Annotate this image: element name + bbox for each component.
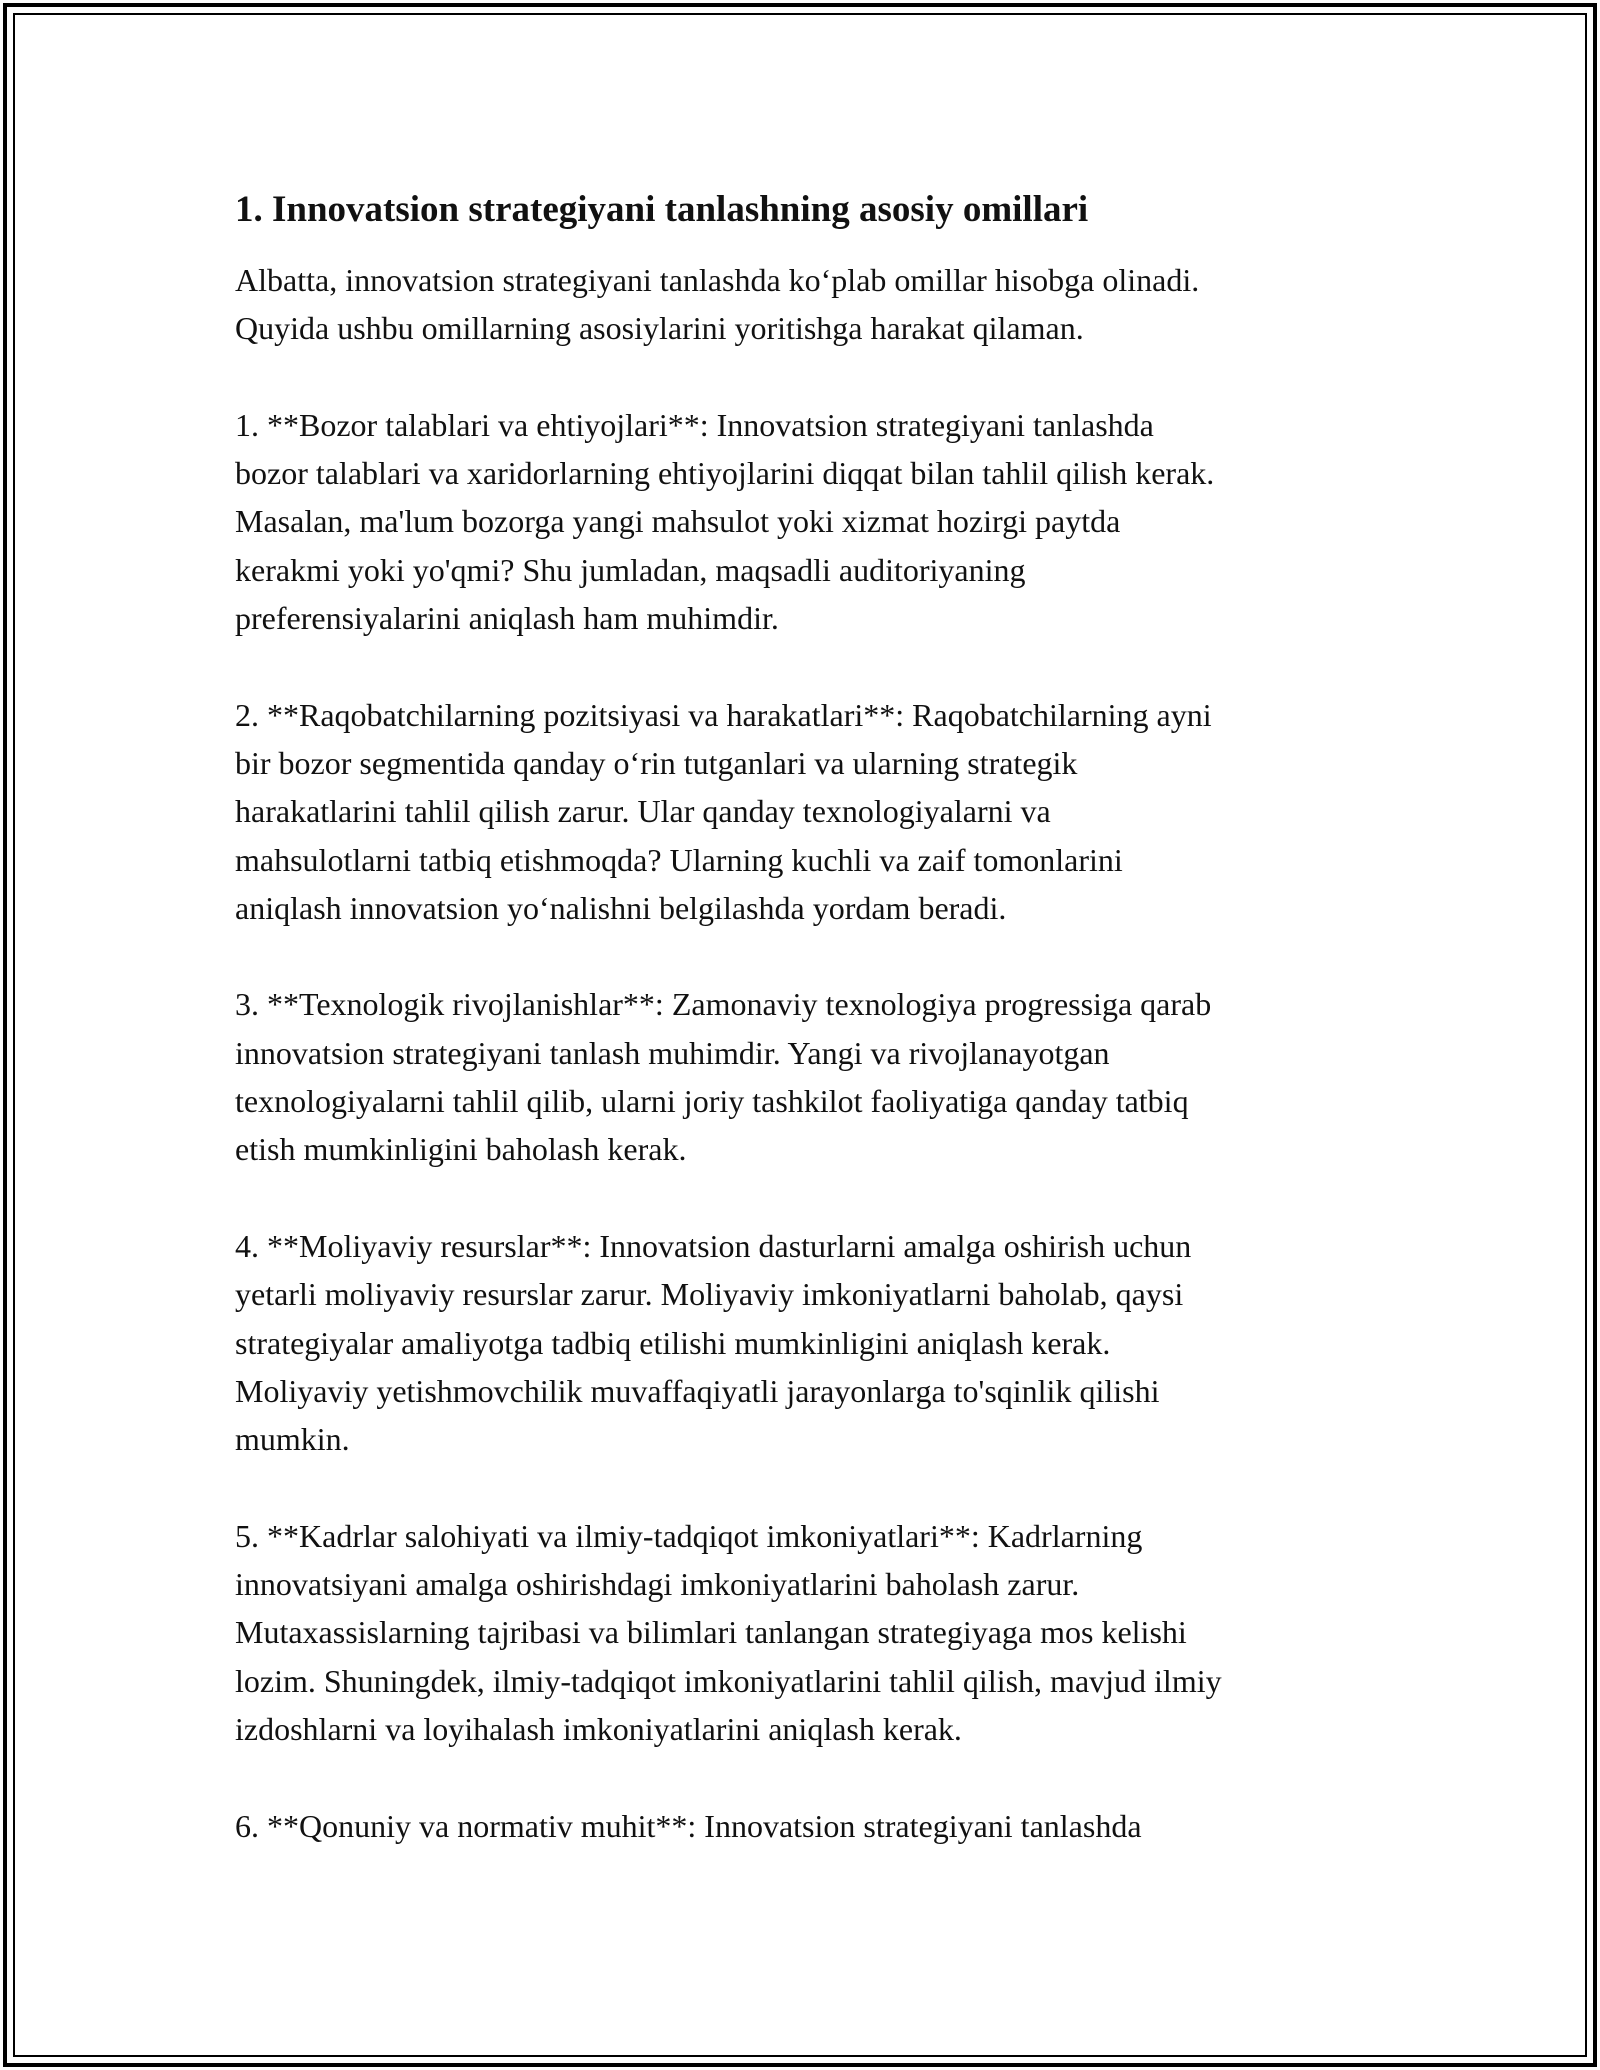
text-line: Mutaxassislarning tajribasi va bilimlari tanlangan strategiyaga mos kelishi <box>235 1614 1187 1651</box>
text-line: aniqlash innovatsion yo‘nalishni belgilashda yordam beradi. <box>235 889 1007 926</box>
text-line: Quyida ushbu omillarning asosiylarini yoritishga harakat qilaman. <box>235 310 1084 347</box>
intro-paragraph <box>235 256 1385 353</box>
text-line: Moliyaviy yetishmovchilik muvaffaqiyatli jarayonlarga to'sqinlik qilishi <box>235 1372 1160 1409</box>
text-line: 1. **Bozor talablari va ehtiyojlari**: Innovatsion strategiyani tanlashda <box>235 406 1154 443</box>
factor-paragraph-6 <box>235 1802 1385 1850</box>
text-line: mahsulotlarni tatbiq etishmoqda? Ularning kuchli va zaif tomonlarini <box>235 841 1123 878</box>
text-line: 3. **Texnologik rivojlanishlar**: Zamonaviy texnologiya progressiga qarab <box>235 986 1212 1023</box>
text-line: 2. **Raqobatchilarning pozitsiyasi va harakatlari**: Raqobatchilarning ayni <box>235 696 1212 733</box>
text-line: bozor talablari va xaridorlarning ehtiyojlarini diqqat bilan tahlil qilish kerak. <box>235 455 1215 492</box>
text-line: bir bozor segmentida qanday o‘rin tutganlari va ularning strategik <box>235 744 1078 781</box>
text-line: strategiyalar amaliyotga tadbiq etilishi mumkinligini aniqlash kerak. <box>235 1324 1111 1361</box>
text-line: 5. **Kadrlar salohiyati va ilmiy-tadqiqot imkoniyatlari**: Kadrlarning <box>235 1517 1143 1554</box>
text-line: izdoshlarni va loyihalash imkoniyatlarini aniqlash kerak. <box>235 1710 962 1747</box>
text-line: preferensiyalarini aniqlash ham muhimdir. <box>235 600 779 637</box>
text-line: 6. **Qonuniy va normativ muhit**: Innovatsion strategiyani tanlashda <box>235 1807 1142 1844</box>
text-line: etish mumkinligini baholash kerak. <box>235 1131 687 1168</box>
text-line: lozim. Shuningdek, ilmiy-tadqiqot imkoniyatlarini tahlil qilish, mavjud ilmiy <box>235 1662 1222 1699</box>
factor-paragraph-4 <box>235 1222 1385 1463</box>
text-line: Albatta, innovatsion strategiyani tanlashda ko‘plab omillar hisobga olinadi. <box>235 262 1200 298</box>
text-line: innovatsiyani amalga oshirishdagi imkoniyatlarini baholash zarur. <box>235 1566 1080 1603</box>
factor-paragraph-2 <box>235 691 1385 932</box>
text-line: mumkin. <box>235 1421 350 1458</box>
document-body <box>235 186 1385 1850</box>
text-line: innovatsion strategiyani tanlash muhimdir. Yangi va rivojlanayotgan <box>235 1034 1110 1071</box>
factor-paragraph-1 <box>235 401 1385 642</box>
text-line: harakatlarini tahlil qilish zarur. Ular qanday texnologiyalarni va <box>235 793 1051 830</box>
text-line: 4. **Moliyaviy resurslar**: Innovatsion dasturlarni amalga oshirish uchun <box>235 1227 1192 1264</box>
section-heading: 1. Innovatsion strategiyani tanlashning asosiy omillari <box>235 189 1089 230</box>
text-line: yetarli moliyaviy resurslar zarur. Moliyaviy imkoniyatlarni baholab, qaysi <box>235 1276 1184 1313</box>
factor-paragraph-3 <box>235 980 1385 1173</box>
text-line: Masalan, ma'lum bozorga yangi mahsulot yoki xizmat hozirgi paytda <box>235 503 1121 540</box>
text-line: texnologiyalarni tahlil qilib, ularni joriy tashkilot faoliyatiga qanday tatbiq <box>235 1083 1189 1120</box>
factor-paragraph-5 <box>235 1512 1385 1753</box>
text-line: kerakmi yoki yo'qmi? Shu jumladan, maqsadli auditoriyaning <box>235 551 1026 588</box>
